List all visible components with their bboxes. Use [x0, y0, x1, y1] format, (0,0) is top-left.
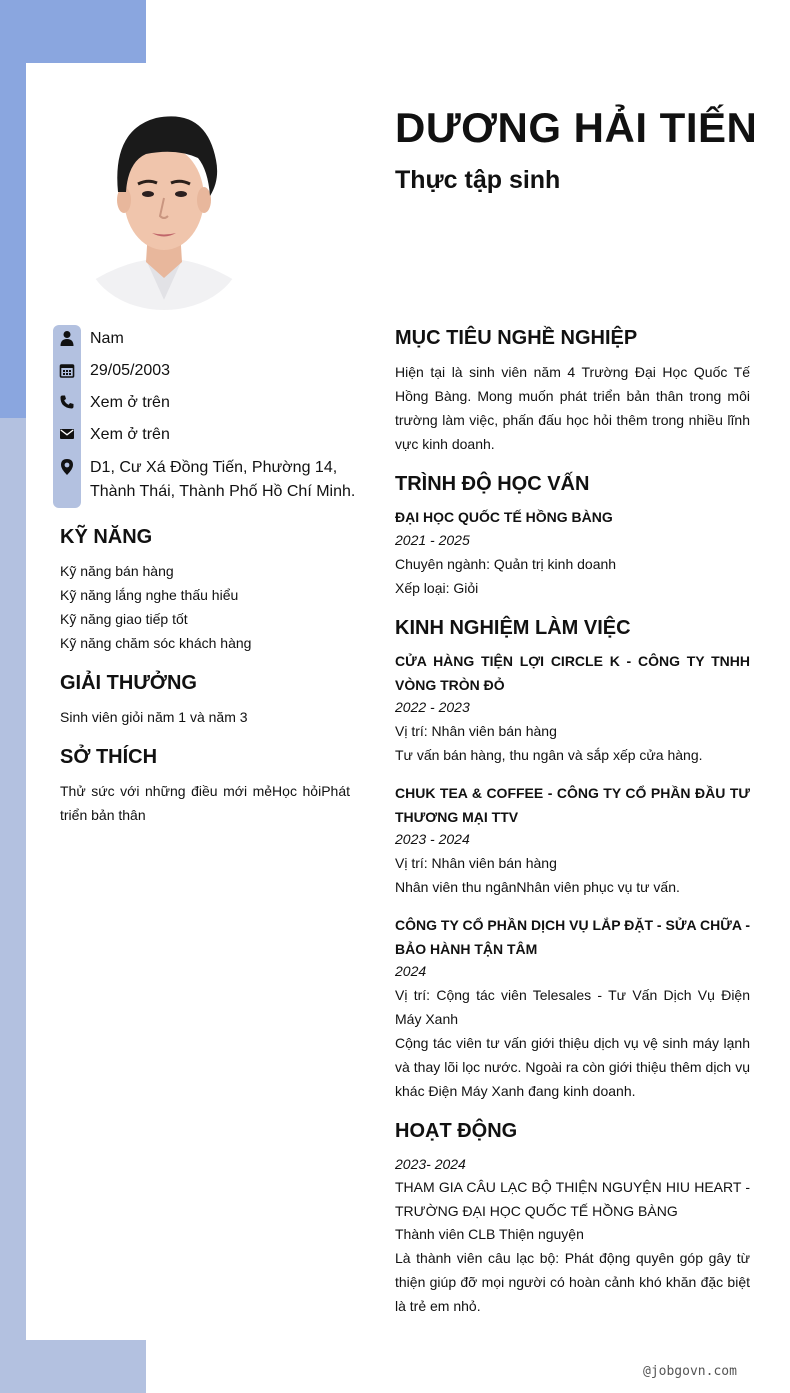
- awards-heading: GIẢI THƯỞNG: [60, 672, 197, 694]
- phone-icon: [58, 393, 76, 411]
- person-icon: [58, 329, 76, 347]
- contact-birthdate: [58, 361, 171, 379]
- address-line-2: Thành Thái, Thành Phố Hồ Chí Minh.: [90, 483, 356, 500]
- contact-address: [58, 458, 356, 500]
- award-item: Sinh viên giỏi năm 1 và năm 3: [60, 709, 248, 725]
- contact-gender: [58, 329, 124, 347]
- education-grade: Xếp loại: Giỏi: [395, 580, 479, 596]
- watermark: @jobgovn.com: [643, 1364, 737, 1379]
- skill-item: Kỹ năng giao tiếp tốt: [60, 611, 188, 627]
- skill-item: Kỹ năng lắng nghe thấu hiểu: [60, 587, 239, 603]
- experience-heading: KINH NGHIỆM LÀM VIỆC: [395, 617, 631, 639]
- activity-period: 2023- 2024: [395, 1156, 466, 1172]
- hobbies-text: Thử sức với những điều mới mẻHọc hỏiPhát triển bản thân: [60, 783, 350, 823]
- education-heading: TRÌNH ĐỘ HỌC VẤN: [395, 473, 590, 495]
- hobbies-heading: SỞ THÍCH: [60, 746, 158, 768]
- skill-item: Kỹ năng bán hàng: [60, 563, 174, 579]
- job-position: Vị trí: Nhân viên bán hàng: [395, 723, 557, 739]
- job-position: Vị trí: Cộng tác viên Telesales - Tư Vấn Dịch Vụ Điện Máy Xanh: [395, 987, 750, 1027]
- activities-heading: HOẠT ĐỘNG: [395, 1120, 518, 1142]
- job-description: Cộng tác viên tư vấn giới thiệu dịch vụ vệ sinh máy lạnh và thay lõi lọc nước. Ngoài ra còn giới thiệu thêm dịch vụ khác Điện Máy Xanh đang kinh doanh.: [395, 1035, 750, 1099]
- job-description: Tư vấn bán hàng, thu ngân và sắp xếp cửa hàng.: [395, 747, 703, 763]
- job-period: 2024: [395, 963, 427, 979]
- job-company: CHUK TEA & COFFEE - CÔNG TY CỔ PHẦN ĐẦU TƯ THƯƠNG MẠI TTV: [395, 785, 750, 825]
- job-company: CỬA HÀNG TIỆN LỢI CIRCLE K - CÔNG TY TNHH VÒNG TRÒN ĐỎ: [395, 653, 750, 693]
- skills-heading: KỸ NĂNG: [60, 526, 153, 548]
- mail-icon: [58, 425, 76, 443]
- profile-photo: [86, 100, 242, 310]
- job-company: CÔNG TY CỔ PHẦN DỊCH VỤ LẮP ĐẶT - SỬA CHỮA - BẢO HÀNH TẬN TÂM: [395, 917, 750, 957]
- birthdate-text: 29/05/2003: [90, 362, 171, 379]
- activity-organization: THAM GIA CÂU LẠC BỘ THIỆN NGUYỆN HIU HEART - TRƯỜNG ĐẠI HỌC QUỐC TẾ HỒNG BÀNG: [395, 1179, 750, 1219]
- objective-text: Hiện tại là sinh viên năm 4 Trường Đại Học Quốc Tế Hồng Bàng. Mong muốn phát triển bản thân trong môi trường làm việc, phấn đấu học hỏi thêm trong nhiều lĩnh vực kinh doanh.: [395, 364, 750, 452]
- candidate-name: DƯƠNG HẢI TIẾN: [395, 104, 758, 151]
- skill-item: Kỹ năng chăm sóc khách hàng: [60, 635, 252, 651]
- address-line-1: D1, Cư Xá Đồng Tiến, Phường 14,: [90, 459, 338, 476]
- contact-phone: [58, 393, 170, 411]
- education-school: ĐẠI HỌC QUỐC TẾ HỒNG BÀNG: [395, 509, 613, 525]
- job-period: 2022 - 2023: [395, 699, 470, 715]
- candidate-title: Thực tập sinh: [395, 166, 561, 194]
- activity-description: Là thành viên câu lạc bộ: Phát động quyên góp gây từ thiện giúp đỡ mọi người có hoàn cảnh khó khăn đặc biệt là trẻ em nhỏ.: [395, 1250, 750, 1314]
- objective-heading: MỤC TIÊU NGHỀ NGHIỆP: [395, 327, 638, 349]
- gender-text: Nam: [90, 330, 124, 347]
- location-pin-icon: [58, 458, 76, 476]
- activity-role: Thành viên CLB Thiện nguyện: [395, 1226, 584, 1242]
- job-description: Nhân viên thu ngânNhân viên phục vụ tư vấn.: [395, 879, 680, 895]
- contact-email: [58, 425, 170, 443]
- calendar-icon: [58, 361, 76, 379]
- education-period: 2021 - 2025: [395, 532, 470, 548]
- job-period: 2023 - 2024: [395, 831, 470, 847]
- email-text: Xem ở trên: [90, 426, 170, 443]
- phone-text: Xem ở trên: [90, 394, 170, 411]
- education-major: Chuyên ngành: Quản trị kinh doanh: [395, 556, 617, 572]
- job-position: Vị trí: Nhân viên bán hàng: [395, 855, 557, 871]
- contact-icon-bar: [53, 325, 81, 508]
